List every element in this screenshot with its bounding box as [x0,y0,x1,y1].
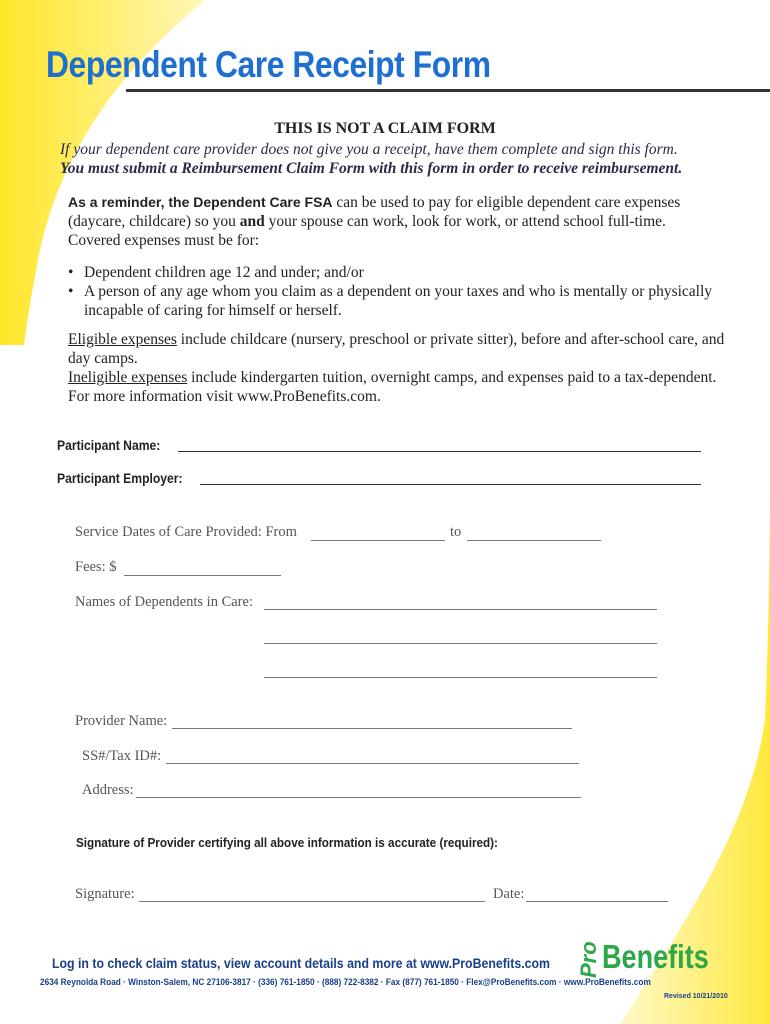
signature-heading: Signature of Provider certifying all above information is accurate (required): [76,835,498,850]
participant-name-field[interactable] [178,451,701,452]
reminder-and: and [239,213,265,230]
covered-list [68,263,728,320]
address-field[interactable] [136,797,581,798]
service-date-from-field[interactable] [311,540,445,541]
dependents-field-3[interactable] [264,677,657,678]
dependents-field-2[interactable] [264,643,657,644]
date-field[interactable] [526,901,668,902]
reminder-lead: As a reminder, the Dependent Care FSA [68,194,333,210]
provider-name-field[interactable] [172,728,572,729]
eligible-text: include childcare (nursery, preschool or private sitter), before and after-school care, and day camps. [68,331,725,367]
logo-pro-text: Pro [576,941,601,978]
not-claim-heading: THIS IS NOT A CLAIM FORM [274,120,496,137]
service-dates-to-label: to [450,524,462,540]
address-label: Address: [82,782,134,798]
signature-field[interactable] [139,901,485,902]
footer-login-text: Log in to check claim status, view account details and more at www.ProBenefits.com [52,955,550,971]
reminder-paragraph [68,193,728,250]
participant-employer-label: Participant Employer: [57,471,183,486]
notice-text [60,140,682,178]
list-item: • A person of any age whom you claim as a dependent on your taxes and who is mentally or physically incapable of caring for himself or herself. [68,282,728,320]
tax-id-field[interactable] [166,763,579,764]
date-label: Date: [493,886,525,902]
eligible-label: Eligible expenses [68,331,177,348]
list-item: • Dependent children age 12 and under; and/or [68,263,728,282]
fees-label: Fees: $ [75,559,117,575]
service-dates-label: Service Dates of Care Provided: From [75,524,297,540]
ineligible-label: Ineligible expenses [68,369,188,386]
signature-label: Signature: [75,886,135,902]
title-rule [126,89,770,92]
reminder-text-3: Covered expenses must be for: [68,232,260,249]
notice-line-1: If your dependent care provider does not give you a receipt, have them complete and sign this form. [60,141,678,158]
provider-name-label: Provider Name: [75,713,168,729]
participant-employer-field[interactable] [200,484,701,485]
reminder-text-2: your spouse can work, look for work, or attend school full-time. [264,213,666,230]
dependents-label: Names of Dependents in Care: [75,594,253,610]
fees-field[interactable] [124,575,281,576]
page-title: Dependent Care Receipt Form [46,44,491,85]
ineligible-text: include kindergarten tuition, overnight camps, and expenses paid to a tax-dependent. For more information visit www.ProBenefits.com. [68,369,717,405]
revised-date: Revised 10/21/2010 [664,993,728,1000]
service-date-to-field[interactable] [467,540,601,541]
logo-benefits-text: Benefits [602,938,709,975]
tax-id-label: SS#/Tax ID#: [82,748,162,764]
notice-line-2: You must submit a Reimbursement Claim Form with this form in order to receive reimbursement. [60,160,683,177]
participant-name-label: Participant Name: [57,438,161,453]
expenses-paragraph [68,330,728,406]
footer-address: 2634 Reynolda Road · Winston-Salem, NC 27106-3817 · (336) 761-1850 · (888) 722-8382 · Fax (877) 761-1850 · Flex@ProBenefits.com · www.ProBenefits.com [40,977,651,988]
dependents-field-1[interactable] [264,609,657,610]
reminder-text-1: can be used to pay for eligible dependent care expenses (daycare, childcare) so you [68,194,681,230]
